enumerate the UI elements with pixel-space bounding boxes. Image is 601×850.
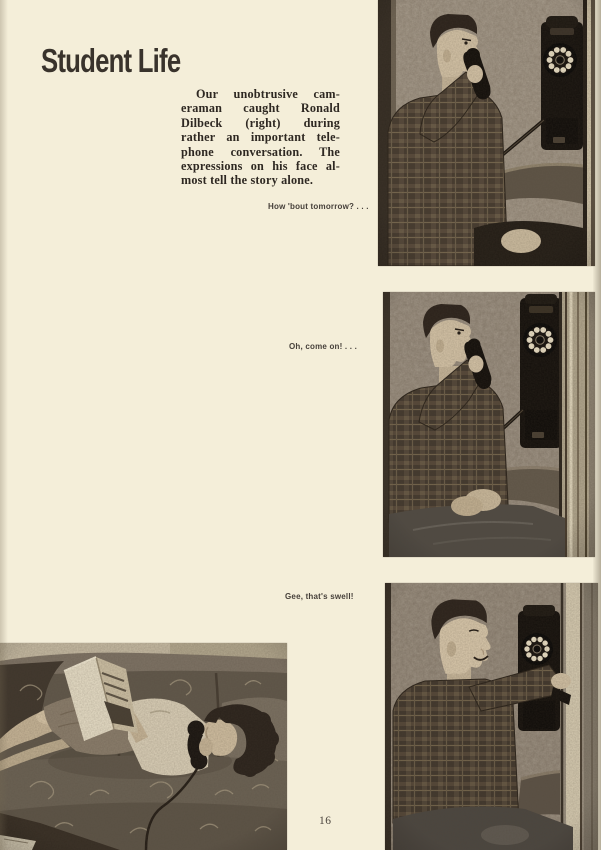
photo-boy-payphone-3	[385, 583, 598, 850]
intro-line: phone conversation. The	[181, 144, 340, 159]
intro-line: Our unobtrusive cam-	[196, 87, 340, 101]
photo-caption-1: How 'bout tomorrow? . . .	[268, 202, 369, 211]
photo-caption-2: Oh, come on! . . .	[289, 342, 358, 351]
page-title: Student Life	[41, 42, 181, 79]
intro-line: Dilbeck (right) during	[181, 115, 340, 130]
intro-line: rather an important tele-	[181, 130, 340, 145]
photo-girl-couch-phone	[0, 643, 287, 850]
intro-paragraph	[181, 87, 340, 188]
photo-boy-payphone-1	[378, 0, 595, 266]
intro-line: eraman caught Ronald	[181, 101, 340, 116]
photo-caption-3: Gee, that's swell!	[285, 592, 354, 601]
intro-line: expressions on his face al-	[181, 159, 340, 174]
photo-boy-payphone-2	[383, 292, 595, 557]
page-number: 16	[319, 815, 332, 827]
intro-line: most tell the story alone.	[181, 173, 314, 188]
